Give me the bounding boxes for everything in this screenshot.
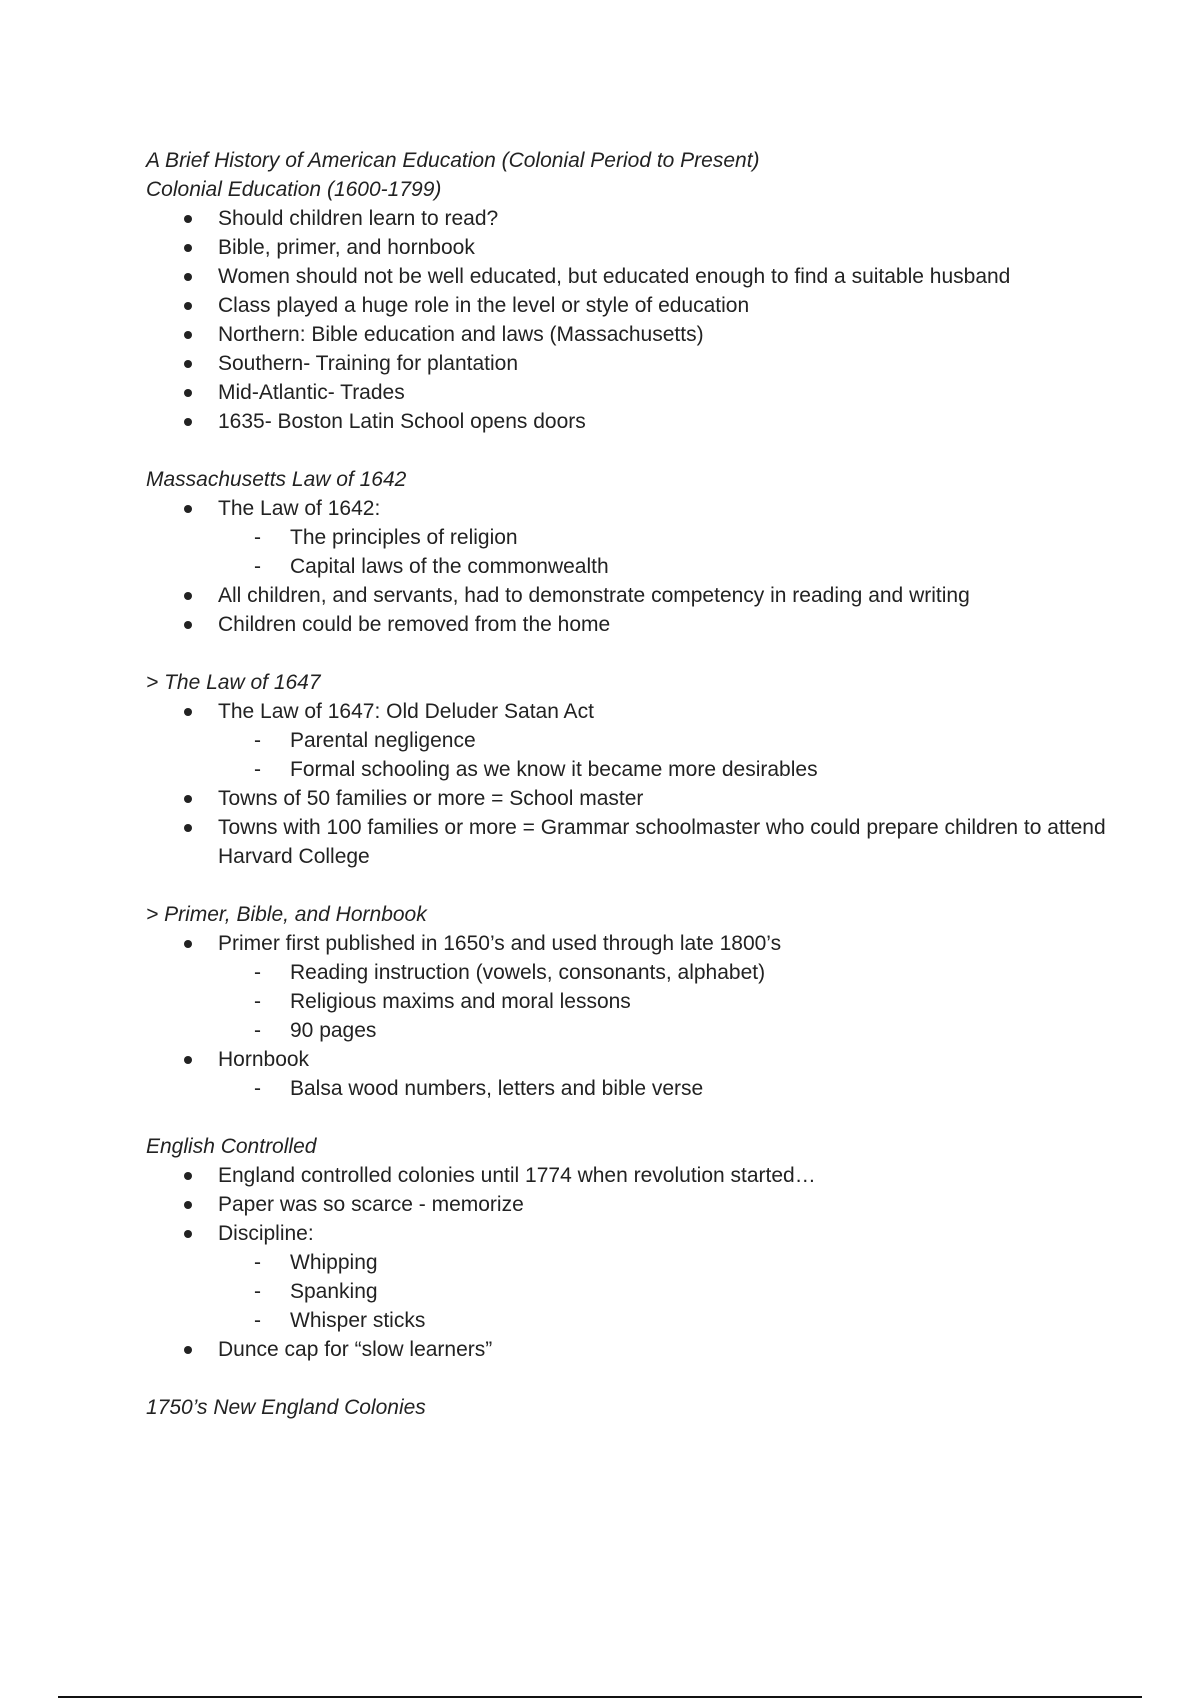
list-item [146,204,1106,233]
section-heading: > Primer, Bible, and Hornbook [146,903,427,926]
sub-list-item-text: Reading instruction (vowels, consonants, alphabet) [290,961,766,984]
dash-icon: - [254,1280,261,1303]
section-heading: Colonial Education (1600-1799) [146,178,442,201]
bullet-list [146,1161,1106,1364]
bullet-icon [184,360,192,368]
list-item-text: Primer first published in 1650’s and used through late 1800’s [218,932,782,955]
section-english-controlled [146,1132,1106,1364]
list-item-text: Mid-Atlantic- Trades [218,381,405,404]
dash-icon: - [254,1251,261,1274]
sub-list [218,523,1106,581]
sub-list-item-text: Religious maxims and moral lessons [290,990,631,1013]
dash-icon: - [254,729,261,752]
bullet-list [146,494,1106,639]
sub-list [218,1074,1106,1103]
list-item [146,1219,1106,1335]
bullet-icon [184,795,192,803]
dash-icon: - [254,1077,261,1100]
sub-list-item [218,1277,1106,1306]
bullet-icon [184,708,192,716]
bullet-icon [184,389,192,397]
sub-list [218,1248,1106,1335]
list-item [146,378,1106,407]
list-item-text: Southern- Training for plantation [218,352,519,375]
sub-list-item [218,1074,1106,1103]
list-item [146,494,1106,581]
sub-list-item-text: 90 pages [290,1019,377,1042]
sub-list-item-text: Whipping [290,1251,378,1274]
list-item-text: Bible, primer, and hornbook [218,236,475,259]
bullet-icon [184,1230,192,1238]
bullet-icon [184,505,192,513]
list-item [146,813,1106,871]
page-bottom-divider [58,1696,1142,1698]
sub-list-item-text: Capital laws of the commonwealth [290,555,609,578]
list-item-text: Paper was so scarce - memorize [218,1193,524,1216]
bullet-icon [184,1346,192,1354]
sub-list-item-text: Balsa wood numbers, letters and bible verse [290,1077,704,1100]
list-item [146,1161,1106,1190]
list-item [146,291,1106,320]
dash-icon: - [254,1309,261,1332]
section-heading: > The Law of 1647 [146,671,321,694]
list-item [146,233,1106,262]
document-body [146,146,1106,1451]
bullet-icon [184,273,192,281]
bullet-icon [184,940,192,948]
list-item-text: Towns with 100 families or more = Grammar schoolmaster who could prepare children to attend Harvard College [218,816,1106,868]
bullet-list [146,697,1106,871]
bullet-list [146,929,1106,1103]
bullet-icon [184,1056,192,1064]
bullet-icon [184,824,192,832]
bullet-icon [184,1172,192,1180]
section-colonial-education [146,146,1106,436]
bullet-icon [184,592,192,600]
dash-icon: - [254,1019,261,1042]
dash-icon: - [254,758,261,781]
list-item [146,1335,1106,1364]
list-item [146,697,1106,784]
list-item [146,929,1106,1045]
dash-icon: - [254,526,261,549]
section-primer-bible-hornbook [146,900,1106,1103]
list-item [146,610,1106,639]
list-item [146,349,1106,378]
sub-list-item-text: Formal schooling as we know it became more desirables [290,758,818,781]
bullet-icon [184,215,192,223]
sub-list-item [218,552,1106,581]
section-law-1647 [146,668,1106,871]
bullet-icon [184,331,192,339]
sub-list-item-text: Spanking [290,1280,378,1303]
dash-icon: - [254,990,261,1013]
section-heading: 1750’s New England Colonies [146,1396,426,1419]
sub-list-item [218,958,1106,987]
list-item-text: Discipline: [218,1222,314,1245]
list-item [146,784,1106,813]
sub-list-item-text: The principles of religion [290,526,518,549]
list-item-text: England controlled colonies until 1774 when revolution started… [218,1164,816,1187]
bullet-icon [184,418,192,426]
list-item-text: Women should not be well educated, but educated enough to find a suitable husband [218,265,1011,288]
sub-list-item [218,726,1106,755]
list-item-text: Should children learn to read? [218,207,499,230]
list-item-text: Towns of 50 families or more = School master [218,787,644,810]
sub-list-item [218,755,1106,784]
bullet-icon [184,244,192,252]
section-new-england-colonies [146,1393,1106,1422]
list-item-text: Class played a huge role in the level or style of education [218,294,750,317]
list-item [146,1045,1106,1103]
list-item [146,320,1106,349]
dash-icon: - [254,555,261,578]
list-item [146,581,1106,610]
bullet-list [146,204,1106,436]
section-heading: Massachusetts Law of 1642 [146,468,407,491]
list-item-text: All children, and servants, had to demonstrate competency in reading and writing [218,584,970,607]
dash-icon: - [254,961,261,984]
sub-list-item [218,523,1106,552]
section-massachusetts-law [146,465,1106,639]
bullet-icon [184,1201,192,1209]
list-item-text: The Law of 1647: Old Deluder Satan Act [218,700,594,723]
bullet-icon [184,621,192,629]
sub-list-item [218,987,1106,1016]
list-item-text: 1635- Boston Latin School opens doors [218,410,586,433]
list-item [146,262,1106,291]
list-item-text: Hornbook [218,1048,310,1071]
sub-list-item [218,1016,1106,1045]
sub-list-item-text: Parental negligence [290,729,476,752]
document-title: A Brief History of American Education (Colonial Period to Present) [146,149,760,172]
sub-list [218,726,1106,784]
sub-list-item-text: Whisper sticks [290,1309,426,1332]
list-item [146,407,1106,436]
sub-list [218,958,1106,1045]
list-item-text: Dunce cap for “slow learners” [218,1338,493,1361]
list-item [146,1190,1106,1219]
list-item-text: The Law of 1642: [218,497,381,520]
sub-list-item [218,1306,1106,1335]
list-item-text: Northern: Bible education and laws (Massachusetts) [218,323,704,346]
sub-list-item [218,1248,1106,1277]
bullet-icon [184,302,192,310]
list-item-text: Children could be removed from the home [218,613,611,636]
section-heading: English Controlled [146,1135,317,1158]
